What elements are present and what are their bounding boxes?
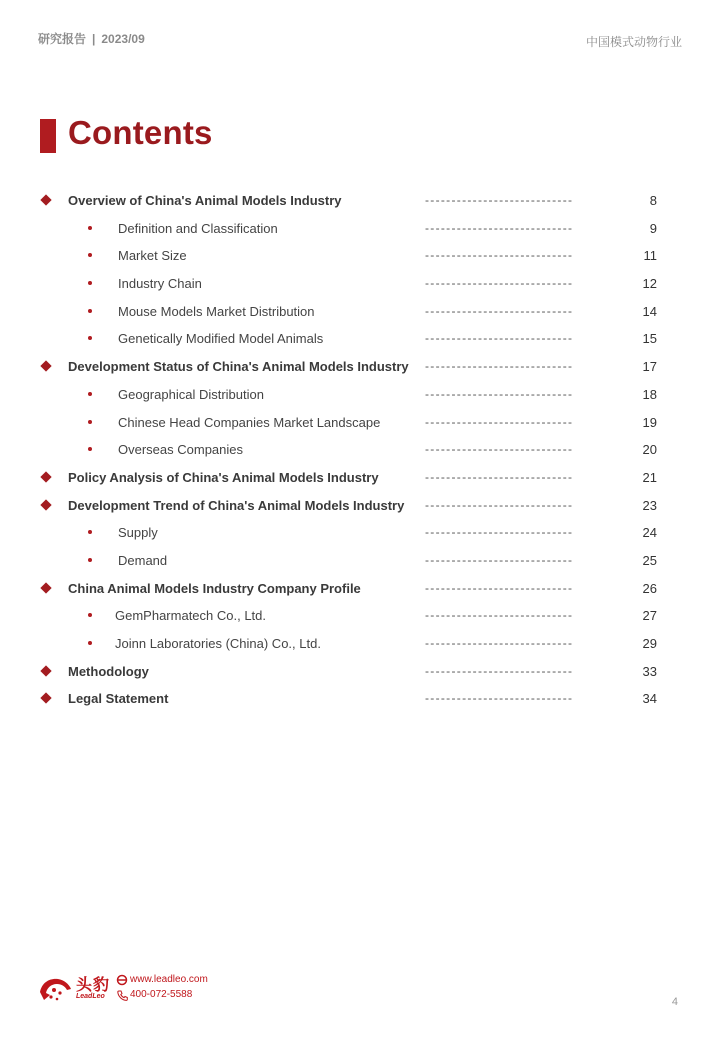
toc-page-number: 25 — [642, 552, 657, 568]
toc-entry-label[interactable]: Definition and Classification — [118, 220, 278, 236]
dot-bullet-icon — [88, 447, 92, 451]
toc-page-number: 33 — [642, 663, 657, 679]
toc-subsection-row[interactable] — [0, 271, 720, 299]
toc-page-number: 15 — [642, 331, 657, 347]
toc-section-row[interactable] — [0, 465, 720, 493]
toc-page-number: 29 — [642, 636, 657, 651]
toc-page-number: 14 — [642, 303, 657, 319]
toc-entry-label[interactable]: Methodology — [68, 663, 149, 679]
toc-section-row[interactable] — [0, 576, 720, 604]
toc-entry-label[interactable]: Geographical Distribution — [118, 386, 264, 402]
toc-subsection-row[interactable] — [0, 299, 720, 327]
toc-page-number: 26 — [642, 580, 657, 596]
dot-bullet-icon — [88, 530, 92, 534]
report-date: 2023/09 — [101, 32, 145, 46]
toc-entry-label[interactable]: Genetically Modified Model Animals — [118, 331, 324, 347]
toc-section-row[interactable] — [0, 354, 720, 382]
toc-entry-label[interactable]: Joinn Laboratories (China) Co., Ltd. — [115, 636, 321, 651]
toc-subsection-row[interactable] — [0, 548, 720, 576]
phone-icon — [117, 990, 128, 1001]
toc-page-number: 34 — [642, 691, 657, 707]
toc-entry-label[interactable]: Policy Analysis of China's Animal Models Industry — [68, 469, 379, 485]
toc-page-number: 23 — [642, 497, 657, 513]
toc-leader-dots: ---------------------------- — [425, 525, 574, 540]
toc-leader-dots: ---------------------------- — [425, 303, 574, 318]
dot-bullet-icon — [88, 641, 92, 645]
toc-subsection-row[interactable] — [0, 631, 720, 659]
toc-subsection-row[interactable] — [0, 520, 720, 548]
toc-leader-dots: ---------------------------- — [425, 469, 574, 484]
diamond-bullet-icon — [40, 665, 51, 676]
toc-entry-label[interactable]: Mouse Models Market Distribution — [118, 303, 315, 319]
report-topic: 中国模式动物行业 — [585, 35, 682, 49]
diamond-bullet-icon — [40, 194, 51, 205]
toc-leader-dots: ---------------------------- — [425, 608, 574, 623]
toc-leader-dots: ---------------------------- — [425, 580, 574, 595]
diamond-bullet-icon — [40, 471, 51, 482]
dot-bullet-icon — [88, 420, 92, 424]
toc-entry-label[interactable]: Demand — [118, 552, 168, 568]
leadleo-logo — [36, 970, 216, 1010]
toc-leader-dots: ---------------------------- — [425, 193, 574, 207]
diamond-bullet-icon — [40, 499, 51, 510]
toc-entry-label[interactable]: GemPharmatech Co., Ltd. — [115, 608, 267, 624]
toc-leader-dots: ---------------------------- — [425, 636, 574, 650]
dot-bullet-icon — [88, 309, 92, 313]
toc-entry-label[interactable]: Overseas Companies — [118, 442, 243, 458]
dot-bullet-icon — [88, 226, 92, 230]
toc-section-row[interactable] — [0, 493, 720, 521]
toc-subsection-row[interactable] — [0, 410, 720, 438]
toc-section-row[interactable] — [0, 686, 720, 714]
toc-page-number: 21 — [642, 469, 657, 485]
dot-bullet-icon — [88, 253, 92, 257]
toc-entry-label[interactable]: China Animal Models Industry Company Profile — [68, 580, 361, 596]
dot-bullet-icon — [88, 336, 92, 340]
toc-leader-dots: ---------------------------- — [425, 386, 574, 401]
toc-page-number: 24 — [642, 525, 657, 541]
toc-leader-dots: ---------------------------- — [425, 497, 574, 512]
toc-subsection-row[interactable] — [0, 326, 720, 354]
toc-leader-dots: ---------------------------- — [425, 220, 574, 235]
toc-leader-dots: ---------------------------- — [425, 442, 574, 457]
logo-english-text: LeadLeo — [76, 993, 105, 1000]
toc-entry-label[interactable]: Overview of China's Animal Models Industry — [68, 193, 342, 208]
toc-page-number: 17 — [642, 359, 657, 375]
toc-leader-dots: ---------------------------- — [425, 663, 574, 678]
diamond-bullet-icon — [40, 582, 51, 593]
toc-entry-label[interactable]: Development Status of China's Animal Models Industry — [68, 359, 409, 375]
toc-leader-dots: ---------------------------- — [425, 414, 574, 429]
toc-entry-label[interactable]: Chinese Head Companies Market Landscape — [118, 414, 381, 430]
toc-subsection-row[interactable] — [0, 603, 720, 631]
page-title: Contents — [68, 114, 213, 151]
dot-bullet-icon — [88, 392, 92, 396]
toc-page-number: 8 — [649, 193, 657, 208]
toc-entry-label[interactable]: Supply — [118, 525, 158, 541]
toc-entry-label[interactable]: Industry Chain — [118, 276, 202, 292]
logo-chinese-text: 头豹 — [76, 977, 111, 994]
diamond-bullet-icon — [40, 360, 51, 371]
toc-entry-label[interactable]: Market Size — [118, 248, 187, 264]
toc-leader-dots: ---------------------------- — [425, 276, 574, 291]
report-header — [38, 30, 145, 47]
toc-page-number: 20 — [642, 442, 657, 458]
toc-leader-dots: ---------------------------- — [425, 552, 574, 567]
diamond-bullet-icon — [40, 693, 51, 704]
header-separator: | — [92, 32, 96, 46]
toc-page-number: 27 — [642, 608, 657, 624]
toc-page-number: 19 — [642, 414, 657, 430]
toc-subsection-row[interactable] — [0, 243, 720, 271]
toc-page-number: 18 — [642, 386, 657, 402]
website-link[interactable]: www.leadleo.com — [130, 974, 208, 985]
dot-bullet-icon — [88, 558, 92, 562]
toc-page-number: 11 — [643, 248, 657, 264]
toc-leader-dots: ---------------------------- — [425, 331, 574, 346]
toc-leader-dots: ---------------------------- — [425, 248, 574, 263]
toc-section-row[interactable] — [0, 659, 720, 687]
toc-leader-dots: ---------------------------- — [425, 359, 574, 374]
table-of-contents — [0, 188, 720, 714]
toc-page-number: 12 — [642, 276, 657, 292]
toc-section-row[interactable] — [0, 188, 720, 216]
web-icon — [116, 974, 128, 986]
toc-subsection-row[interactable] — [0, 382, 720, 410]
toc-subsection-row[interactable] — [0, 437, 720, 465]
toc-page-number: 9 — [649, 220, 657, 236]
leopard-icon — [36, 972, 74, 1006]
toc-leader-dots: ---------------------------- — [425, 691, 574, 706]
toc-entry-label[interactable]: Development Trend of China's Animal Models Industry — [68, 497, 405, 513]
toc-subsection-row[interactable] — [0, 216, 720, 244]
dot-bullet-icon — [88, 281, 92, 285]
toc-entry-label[interactable]: Legal Statement — [68, 691, 169, 707]
title-accent-bar — [40, 119, 56, 153]
phone-number: 400-072-5588 — [130, 989, 193, 1000]
dot-bullet-icon — [88, 613, 92, 617]
report-type: 研究报告 — [38, 32, 87, 46]
page-number: 4 — [671, 996, 678, 1008]
